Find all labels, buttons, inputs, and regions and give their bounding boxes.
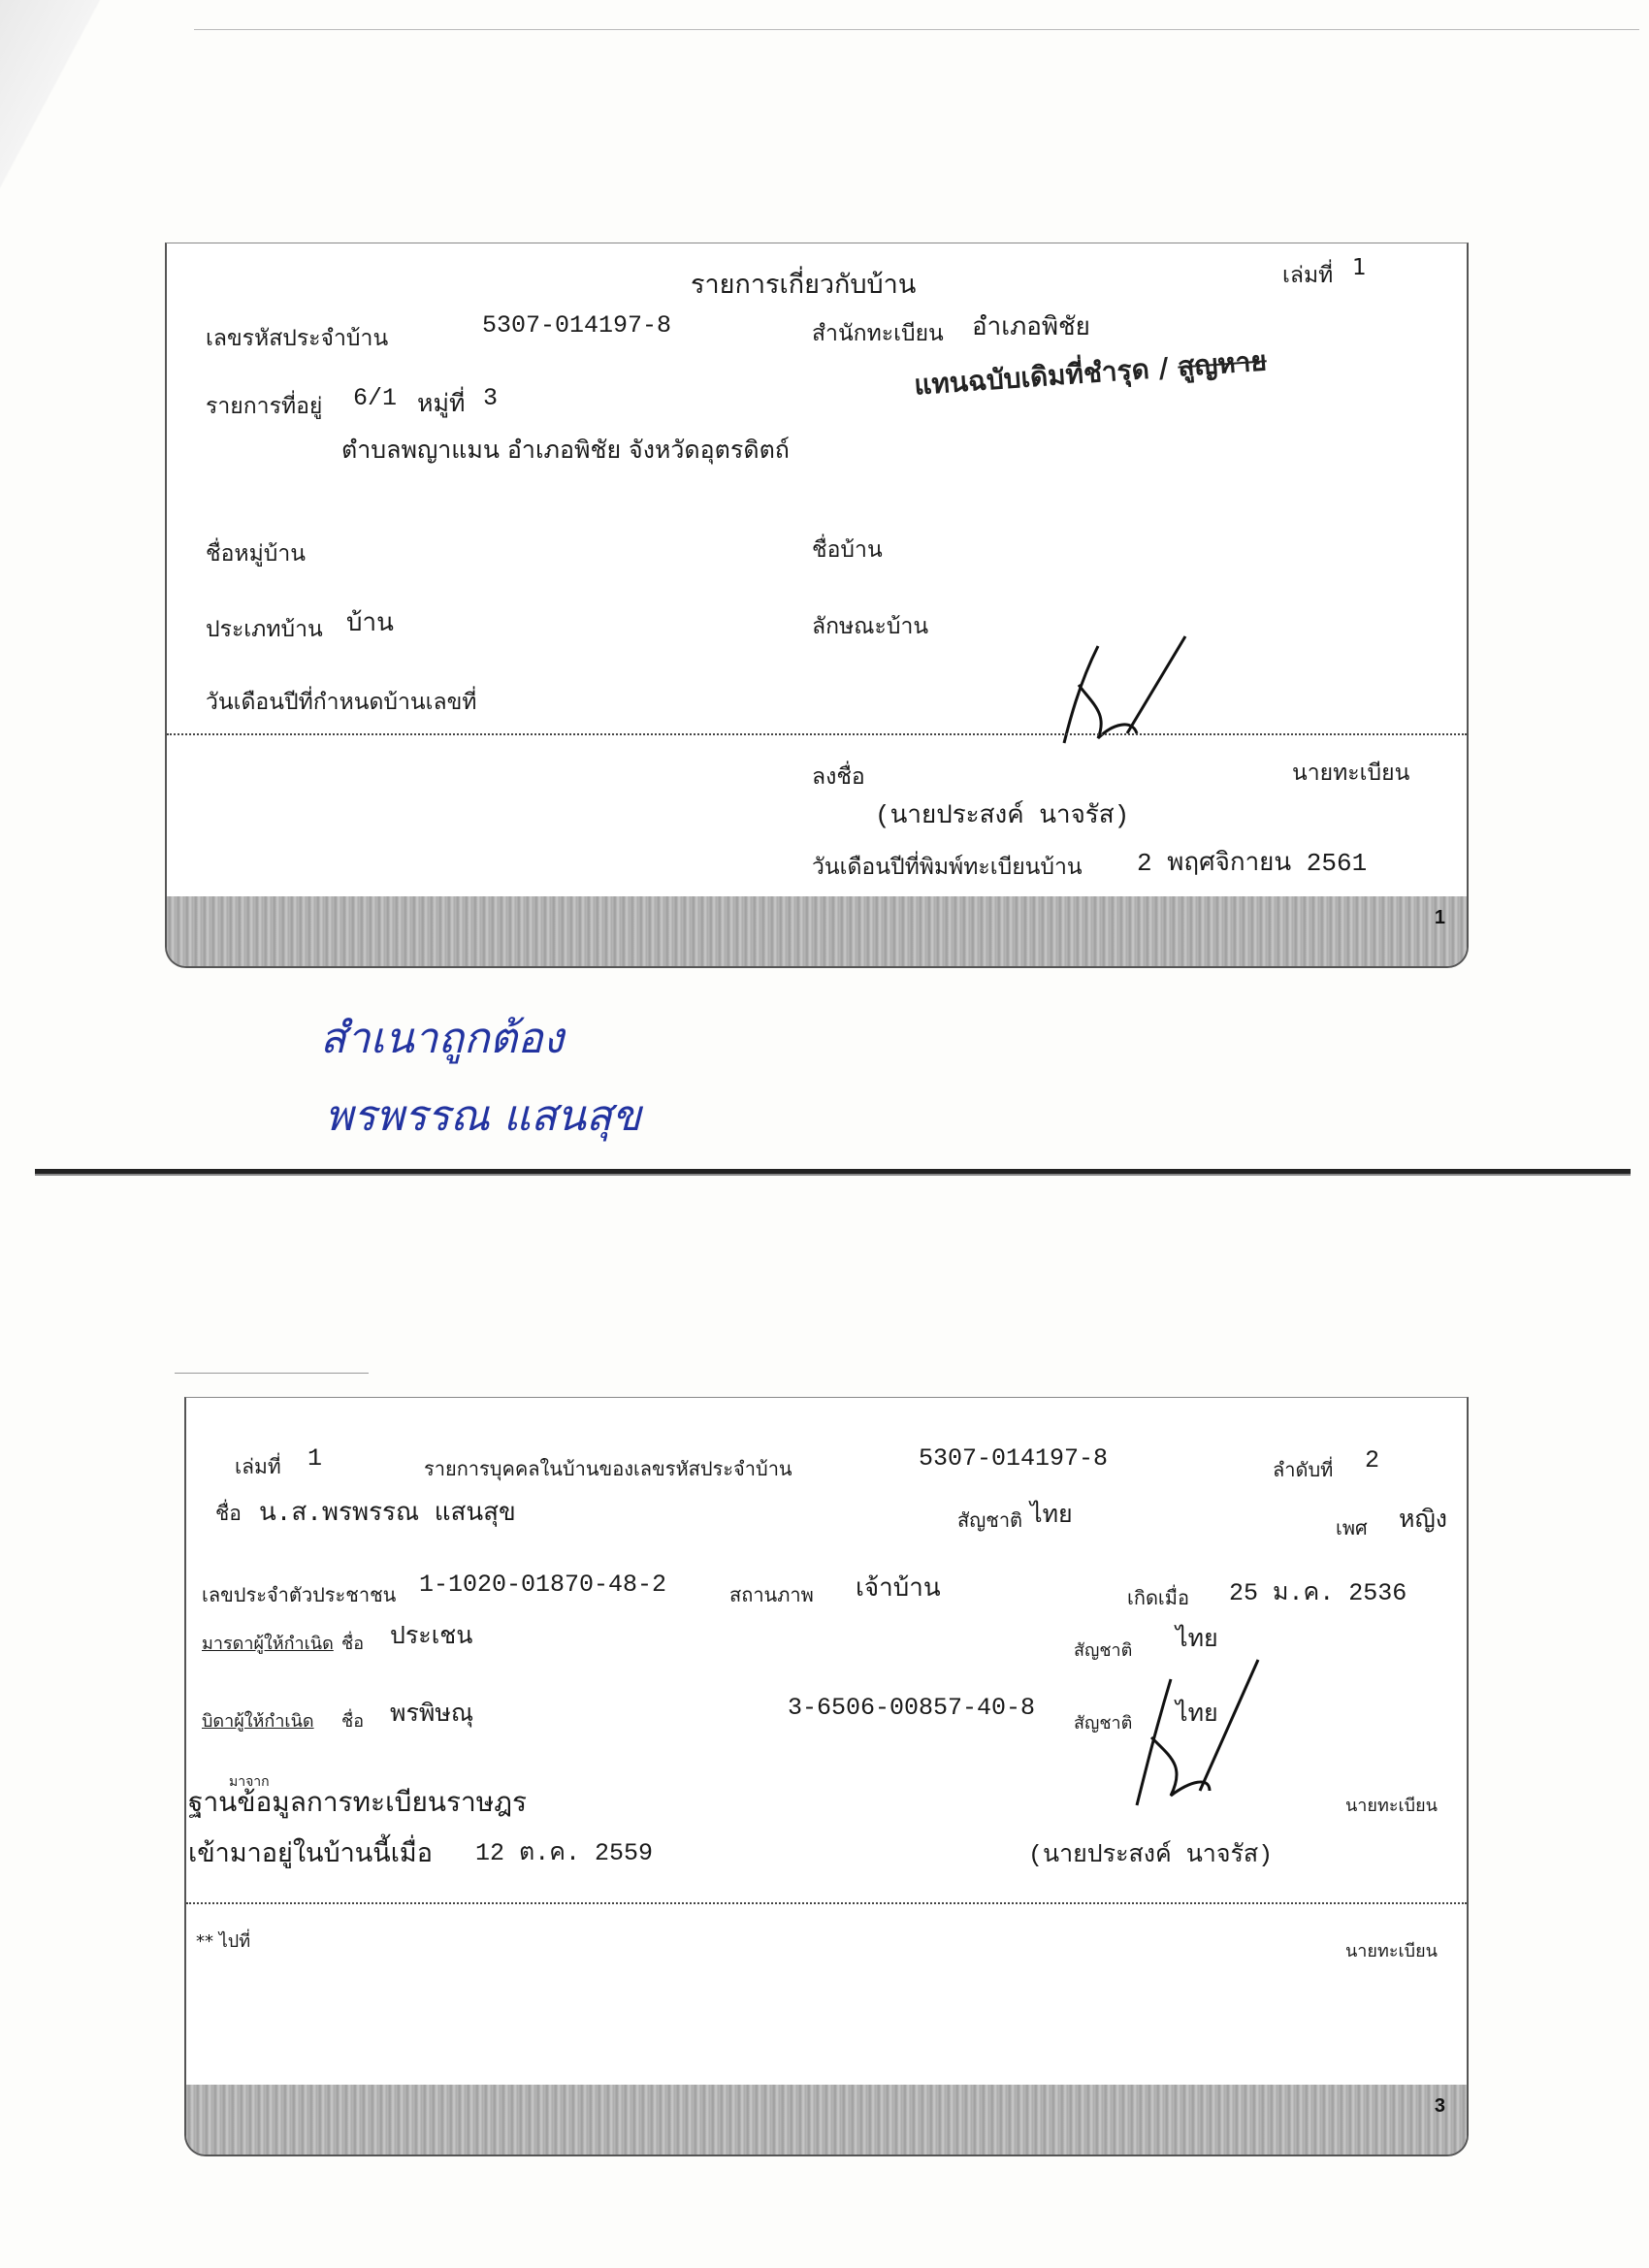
address-line-2: ตำบลพญาแมน อำเภอพิชัย จังหวัดอุตรดิตถ์ [341, 436, 790, 464]
name-value: น.ส.พรพรรณ แสนสุข [259, 1499, 516, 1528]
sex-label: เพศ [1336, 1516, 1368, 1539]
house-details-title: รายการเกี่ยวกับบ้าน [691, 270, 917, 300]
scan-edge-line [194, 29, 1639, 30]
section-divider [167, 733, 1467, 735]
registrar-label: นายทะเบียน [1345, 1796, 1438, 1816]
born-value: 25 ม.ค. 2536 [1229, 1579, 1407, 1607]
handwritten-certified-copy: สำเนาถูกต้อง [320, 1014, 565, 1063]
person-details-card [184, 1397, 1469, 2156]
nationality-value: ไทย [1030, 1500, 1073, 1528]
section-divider [186, 1902, 1467, 1904]
stamp-struck-text: สูญหาย [1177, 344, 1268, 383]
page-corner-fold [0, 0, 116, 194]
id-value: 1-1020-01870-48-2 [419, 1571, 667, 1599]
father-nationality: ไทย [1176, 1699, 1218, 1727]
registrar-name: (นายประสงค์ นาจรัส) [875, 801, 1130, 830]
volume-value: 1 [1352, 255, 1367, 280]
card-footer-band [167, 896, 1467, 966]
mother-name: ประเชน [390, 1621, 473, 1649]
print-date-value: 2 พฤศจิกายน 2561 [1137, 849, 1368, 878]
page-number: 3 [1434, 2095, 1445, 2117]
registrar-label: นายทะเบียน [1292, 761, 1410, 786]
volume-label: เล่มที่ [235, 1455, 281, 1478]
registrar-label-2: นายทะเบียน [1345, 1941, 1438, 1961]
order-value: 2 [1365, 1446, 1380, 1474]
house-code-value: 5307-014197-8 [482, 311, 672, 340]
moved-in-label: เข้ามาอยู่ในบ้านนี้เมื่อ [188, 1838, 433, 1868]
status-label: สถานภาพ [729, 1583, 814, 1606]
volume-value: 1 [307, 1444, 323, 1473]
sign-label: ลงชื่อ [812, 764, 865, 790]
father-label: บิดาผู้ให้กำเนิด [202, 1711, 314, 1732]
moo-value: 3 [483, 384, 499, 412]
registrar-name: (นายประสงค์ นาจรัส) [1028, 1841, 1274, 1869]
nationality-label: สัญชาติ [957, 1508, 1023, 1532]
moved-from-value: ฐานข้อมูลการทะเบียนราษฎร [188, 1786, 528, 1818]
replacement-stamp [913, 340, 1268, 406]
mother-name-label: ชื่อ [341, 1634, 365, 1654]
moo-label: หมู่ที่ [417, 389, 466, 417]
moved-in-date: 12 ต.ค. 2559 [475, 1839, 653, 1867]
volume-label: เล่มที่ [1282, 263, 1334, 288]
house-type-label: ประเภทบ้าน [206, 617, 323, 642]
handwritten-name: พรพรรณ แสนสุข [325, 1091, 641, 1141]
page-number: 1 [1434, 907, 1445, 928]
scan-dash-mark [175, 1373, 369, 1374]
born-label: เกิดเมื่อ [1127, 1586, 1189, 1609]
house-code-value: 5307-014197-8 [919, 1444, 1109, 1473]
address-label: รายการที่อยู่ [206, 394, 323, 419]
father-id: 3-6506-00857-40-8 [788, 1694, 1036, 1722]
moved-out-label: ** ไปที่ [196, 1931, 251, 1952]
mother-label: มารดาผู้ให้กำเนิด [202, 1634, 334, 1654]
house-name-label: ชื่อบ้าน [812, 537, 883, 563]
name-label: ชื่อ [215, 1502, 242, 1525]
address-number: 6/1 [353, 384, 398, 412]
page-divider-line [35, 1169, 1631, 1174]
registrar-signature [1040, 627, 1195, 762]
father-name-label: ชื่อ [341, 1711, 365, 1732]
person-list-label: รายการบุคคลในบ้านของเลขรหัสประจำบ้าน [424, 1457, 792, 1480]
id-label: เลขประจำตัวประชาชน [202, 1583, 397, 1606]
registry-office-label: สำนักทะเบียน [812, 321, 944, 346]
status-value: เจ้าบ้าน [856, 1573, 941, 1603]
card-footer-band [186, 2085, 1467, 2155]
sex-value: หญิง [1399, 1505, 1447, 1533]
house-character-label: ลักษณะบ้าน [812, 614, 929, 639]
date-assigned-label: วันเดือนปีที่กำหนดบ้านเลขที่ [206, 690, 477, 715]
house-code-label: เลขรหัสประจำบ้าน [206, 326, 389, 351]
registry-office-value: อำเภอพิชัย [972, 312, 1090, 341]
order-label: ลำดับที่ [1273, 1458, 1334, 1481]
mother-nationality-label: สัญชาติ [1074, 1640, 1133, 1661]
house-details-card [165, 243, 1469, 968]
stamp-text: แทนฉบับเดิมที่ชำรุด / [913, 351, 1170, 402]
house-type-value: บ้าน [346, 608, 394, 637]
mother-nationality: ไทย [1176, 1624, 1218, 1652]
print-date-label: วันเดือนปีที่พิมพ์ทะเบียนบ้าน [812, 855, 1083, 880]
moved-from-label: มาจาก [229, 1774, 270, 1790]
father-nationality-label: สัญชาติ [1074, 1713, 1133, 1733]
village-name-label: ชื่อหมู่บ้าน [206, 541, 306, 567]
father-name: พรพิษณุ [390, 1699, 474, 1727]
registrar-signature [1117, 1650, 1263, 1825]
